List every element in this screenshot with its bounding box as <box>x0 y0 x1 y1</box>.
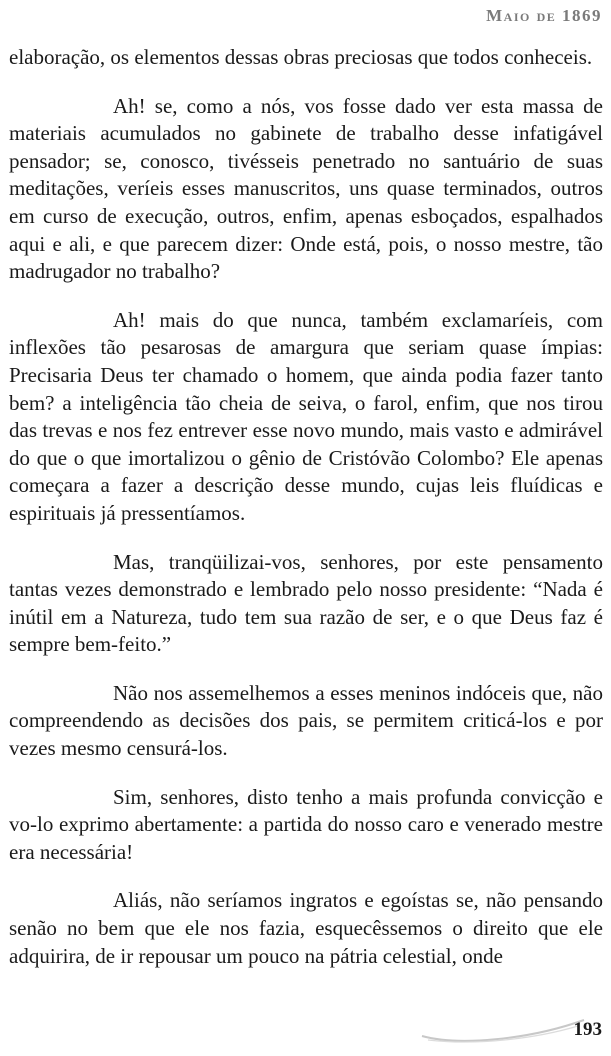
footer-swoosh-ornament <box>418 1016 588 1044</box>
paragraph: Sim, senhores, disto tenho a mais profunda convicção e vo-lo exprimo abertamente: a partida do nosso caro e venerado mestre era necessária! <box>9 784 603 864</box>
paragraph: Aliás, não seríamos ingratos e egoístas se, não pensando senão no bem que ele nos fazia, esquecêssemos o direito que ele adquirira, de ir repousar um pouco na pátria celestial, onde <box>9 888 603 968</box>
page-number: 193 <box>573 1019 602 1040</box>
body-text <box>9 44 603 991</box>
paragraph: Não nos assemelhemos a esses meninos indóceis que, não compreendendo as decisões dos pais, se permitem criticá-los e por vezes mesmo censurá-los. <box>9 680 603 761</box>
paragraph: elaboração, os elementos dessas obras preciosas que todos conheceis. <box>9 45 593 69</box>
paragraph: Ah! mais do que nunca, também exclamaríeis, com inflexões tão pesarosas de amargura que seriam quase ímpias: Precisaria Deus ter chamado o homem, que ainda podia fazer tanto bem? a inteligência tão cheia de seiva, o farol, enfim, que nos tirou das trevas e nos fez entrever esse novo mundo, mais vasto e admirável do que o que imortalizou o gênio de Cristóvão Colombo? Ele apenas começara a fazer a descrição desse mundo, cujas leis fluídicas e espirituais já pressentíamos. <box>9 307 603 525</box>
running-header: Maio de 1869 <box>486 6 602 25</box>
paragraph: Mas, tranqüilizai-vos, senhores, por este pensamento tantas vezes demonstrado e lembrado pelo nosso presidente: “Nada é inútil em a Natureza, tudo tem sua razão de ser, e o que Deus faz é sempre bem-feito.” <box>9 549 603 657</box>
paragraph: Ah! se, como a nós, vos fosse dado ver esta massa de materiais acumulados no gabinete de trabalho desse infatigável pensador; se, conosco, tivésseis penetrado no santuário de suas meditações, veríeis esses manuscritos, uns quase terminados, outros em curso de execução, outros, enfim, apenas esboçados, espalhados aqui e ali, e que parecem dizer: Onde está, pois, o nosso mestre, tão madrugador no trabalho? <box>9 93 603 284</box>
